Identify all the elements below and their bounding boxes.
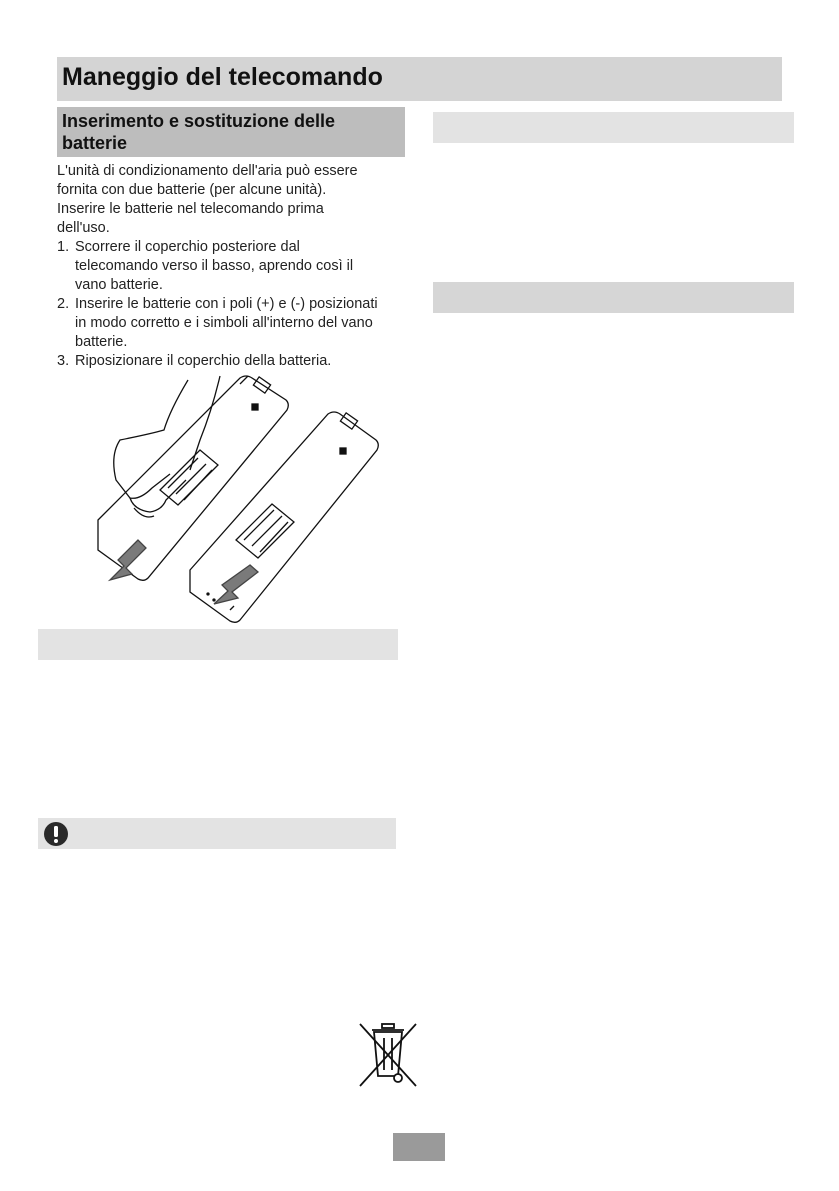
step-number: 2. — [57, 296, 70, 312]
section-header-bar — [38, 629, 398, 660]
step-line: batterie. — [75, 334, 128, 350]
exclamation-circle-icon — [42, 820, 70, 848]
step-line: in modo corretto e i simboli all'interno del vano — [75, 315, 373, 331]
section-header-bar — [433, 112, 794, 143]
step-item — [57, 238, 409, 295]
intro-line: fornita con due batterie (per alcune unità). — [57, 182, 327, 198]
battery-section-body — [57, 162, 409, 371]
intro-line: L'unità di condizionamento dell'aria può essere — [57, 163, 358, 179]
step-line: telecomando verso il basso, aprendo così il — [75, 258, 354, 274]
intro-line: Inserire le batterie nel telecomando prima — [57, 201, 324, 217]
step-line: Riposizionare il coperchio della batteria. — [75, 353, 332, 369]
step-line: Inserire le batterie con i poli (+) e (-) posizionati — [75, 296, 378, 312]
battery-section-title: Inserimento e sostituzione delle batterie — [62, 111, 336, 153]
step-number: 1. — [57, 239, 70, 255]
page-number-box — [393, 1133, 445, 1161]
section-header-bar — [433, 282, 794, 313]
steps-list — [57, 238, 409, 371]
crossed-out-wheelie-bin-icon — [356, 1020, 420, 1090]
step-line: vano batterie. — [75, 277, 163, 293]
remote-battery-insertion-illustration — [90, 370, 410, 630]
intro-line: dell'uso. — [57, 220, 110, 236]
step-item — [57, 352, 409, 371]
step-item — [57, 295, 409, 352]
caution-header-bar — [38, 818, 396, 849]
page-title: Maneggio del telecomando — [62, 63, 383, 91]
step-number: 3. — [57, 353, 70, 369]
step-line: Scorrere il coperchio posteriore dal — [75, 239, 300, 255]
